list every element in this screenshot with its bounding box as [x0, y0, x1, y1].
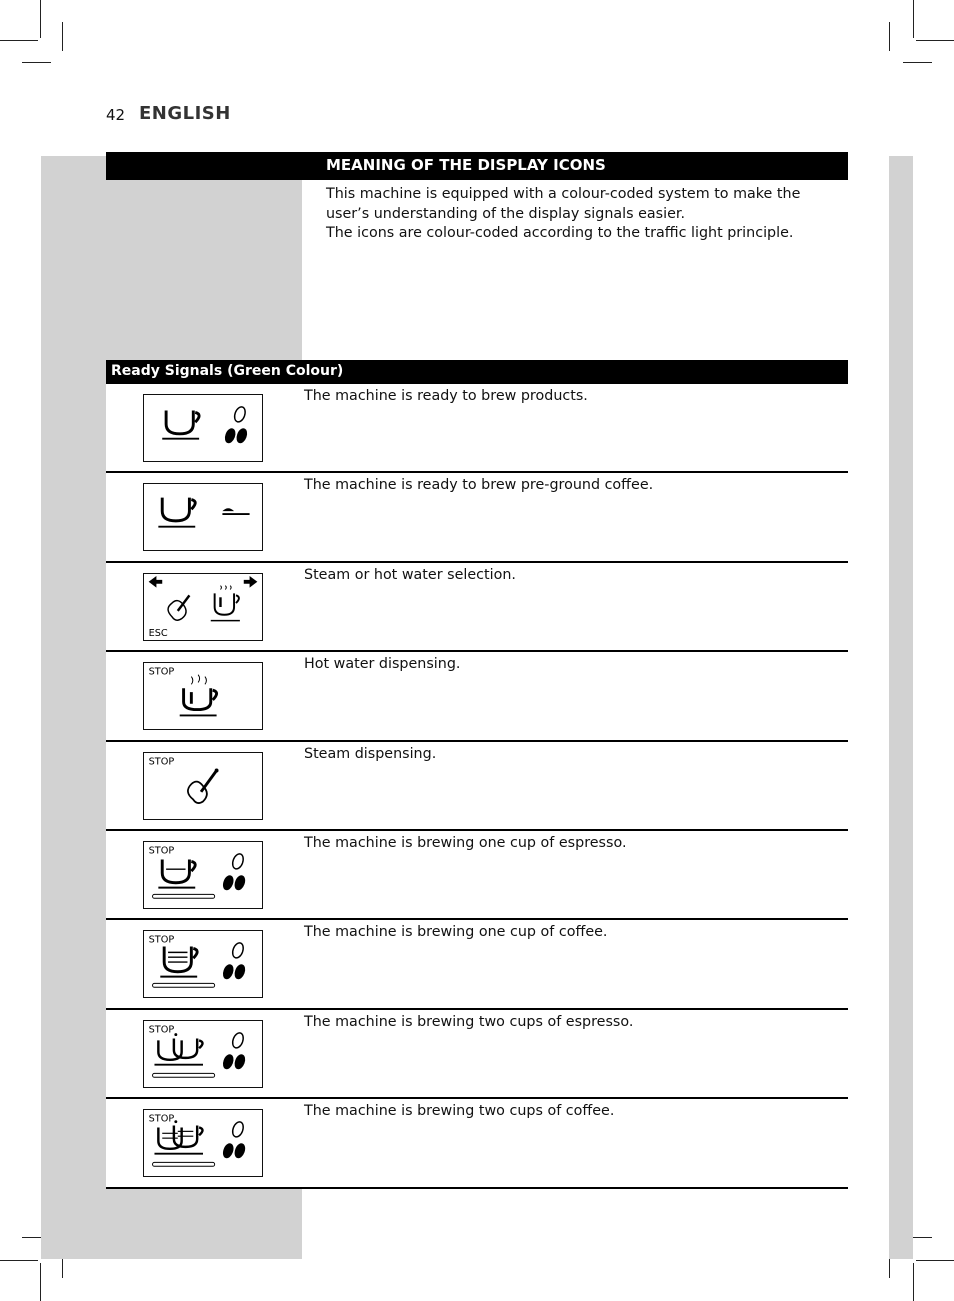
crop-mark	[0, 1260, 38, 1261]
one-coffee-icon	[143, 930, 263, 998]
stop-label: STOP	[148, 934, 175, 946]
row-description: The machine is brewing two cups of coffee.	[304, 1103, 615, 1120]
row-description: The machine is brewing one cup of espresso.	[304, 834, 627, 851]
stop-label: STOP	[148, 666, 175, 678]
row-description: The machine is brewing one cup of coffee.	[304, 924, 608, 941]
table-row	[106, 1099, 848, 1188]
crop-mark	[913, 0, 914, 38]
row-description: Hot water dispensing.	[304, 656, 461, 673]
hot-water-cup-icon	[143, 662, 263, 730]
stop-label: STOP	[148, 845, 175, 857]
crop-mark	[40, 1263, 41, 1301]
row-description: Steam dispensing.	[304, 745, 437, 762]
table-row	[106, 563, 848, 652]
gray-margin	[889, 156, 913, 1259]
row-description: Steam or hot water selection.	[304, 566, 516, 583]
esc-label: ESC	[148, 627, 168, 639]
table-row	[106, 831, 848, 920]
intro-line-1: This machine is equipped with a colour-coded system to make the user’s understanding of the display signals easier.	[326, 186, 801, 222]
intro-line-2: The icons are colour-coded according to the traffic light principle.	[326, 225, 794, 241]
table-row	[106, 920, 848, 1009]
row-description: The machine is ready to brew products.	[304, 388, 588, 404]
cup-beans-icon	[143, 394, 263, 462]
crop-mark	[889, 22, 890, 51]
icon-table	[106, 384, 848, 1189]
steam-wand-icon	[143, 752, 263, 820]
page-language: ENGLISH	[139, 103, 231, 124]
steam-hot-water-select-icon	[143, 573, 263, 641]
crop-mark	[916, 1260, 954, 1261]
crop-mark	[913, 1263, 914, 1301]
page-number: 42	[106, 106, 126, 124]
table-row	[106, 742, 848, 831]
table-row	[106, 652, 848, 741]
crop-mark	[0, 40, 38, 41]
table-row	[106, 384, 848, 473]
intro-text	[326, 185, 841, 244]
crop-mark	[903, 62, 932, 63]
crop-mark	[62, 22, 63, 51]
row-description: The machine is brewing two cups of espresso.	[304, 1013, 634, 1030]
table-row	[106, 473, 848, 562]
cup-scoop-icon	[143, 483, 263, 551]
two-coffee-icon	[143, 1109, 263, 1177]
stop-label: STOP	[148, 1113, 175, 1125]
crop-mark	[22, 62, 51, 63]
table-row	[106, 1010, 848, 1099]
row-description: The machine is ready to brew pre-ground coffee.	[304, 477, 654, 494]
crop-mark	[916, 40, 954, 41]
crop-mark	[40, 0, 41, 38]
one-espresso-icon	[143, 841, 263, 909]
section-title: Ready Signals (Green Colour)	[111, 363, 344, 379]
page-title: MEANING OF THE DISPLAY ICONS	[326, 156, 606, 174]
two-espresso-icon	[143, 1020, 263, 1088]
stop-label: STOP	[148, 756, 175, 768]
stop-label: STOP	[148, 1024, 175, 1036]
